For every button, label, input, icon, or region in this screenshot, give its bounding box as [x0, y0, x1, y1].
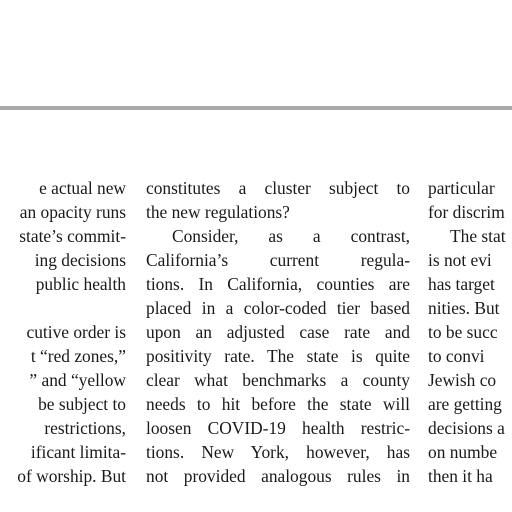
section-divider-rule	[0, 106, 512, 110]
text-line: ing decisions	[34, 250, 126, 270]
text-line: be subject to	[38, 394, 126, 414]
text-line: restrictions,	[44, 418, 126, 438]
text-line	[17, 296, 126, 320]
text-line: are getting	[428, 394, 502, 414]
text-line: Jewish co	[428, 370, 497, 390]
text-line: for discrim	[428, 202, 505, 222]
text-line: ificant limita-	[30, 442, 126, 462]
text-line: state’s commit-	[19, 226, 126, 246]
paragraph-first-line: The stat	[450, 226, 506, 246]
text-line: loosen COVID-19 health restric-	[146, 418, 410, 438]
text-line: to convi	[428, 346, 485, 366]
text-line: not provided analogous rules in	[146, 466, 410, 486]
text-line: the new regulations?	[146, 202, 290, 222]
text-line: clear what benchmarks a county	[146, 370, 410, 390]
text-line: of worship. But	[17, 466, 126, 486]
text-line: public health	[35, 274, 126, 294]
text-line: needs to hit before the state will	[146, 394, 410, 414]
text-line: constitutes a cluster subject to	[146, 178, 410, 198]
text-line: is not evi	[428, 250, 492, 270]
text-line: placed in a color-coded tier based	[146, 298, 410, 318]
text-line: on numbe	[428, 442, 498, 462]
text-line: to be succ	[428, 322, 498, 342]
text-line: ” and “yellow	[29, 370, 126, 390]
text-line: cutive order is	[26, 322, 126, 342]
text-line: an opacity runs	[19, 202, 126, 222]
text-line: decisions a	[428, 418, 505, 438]
text-line: has target	[428, 274, 495, 294]
text-line: then it ha	[428, 466, 493, 486]
text-line: e actual new	[39, 178, 126, 198]
text-line: nities. But	[428, 298, 500, 318]
text-line: tions. New York, however, has	[146, 442, 410, 462]
left-text-column	[17, 176, 126, 488]
text-line: particular	[428, 178, 495, 198]
text-line: positivity rate. The state is quite	[146, 346, 410, 366]
text-line: tions. In California, counties are	[146, 274, 410, 294]
right-text-column	[428, 176, 506, 488]
paragraph-first-line: Consider, as a contrast,	[172, 226, 410, 246]
text-line: t “red zones,”	[30, 346, 126, 366]
text-line: upon an adjusted case rate and	[146, 322, 410, 342]
text-line: California’s current regula-	[146, 250, 410, 270]
middle-text-column	[146, 176, 410, 488]
